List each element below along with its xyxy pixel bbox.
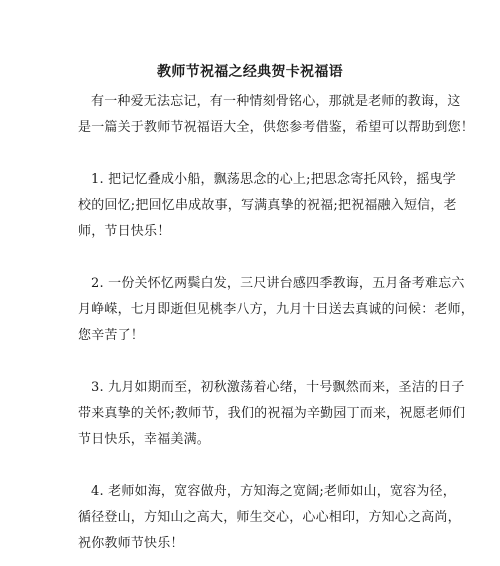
paragraph-4-line-2: 循径登山，方知山之高大，师生交心，心心相印，方知心之高尚， <box>78 510 461 525</box>
paragraph-2-line-3: 您辛苦了！ <box>78 328 145 343</box>
paragraph-3-line-2: 带来真挚的关怀;教师节，我们的祝福为辛勤园丁而来，祝愿老师们 <box>78 406 466 421</box>
paragraph-1-line-2: 校的回忆;把回忆串成故事，写满真挚的祝福;把祝福融入短信，老 <box>78 198 457 213</box>
intro-line-1: 有一种爱无法忘记，有一种情刻骨铭心，那就是老师的教诲，这 <box>91 94 461 109</box>
paragraph-2-line-1: 2. 一份关怀忆两鬓白发，三尺讲台感四季教诲，五月备考难忘六 <box>91 276 465 291</box>
paragraph-1-line-3: 师，节日快乐！ <box>78 224 171 239</box>
intro-line-2: 是一篇关于教师节祝福语大全，供您参考借鉴，希望可以帮助到您！ <box>78 120 475 135</box>
paragraph-4-line-3: 祝你教师节快乐！ <box>78 536 184 551</box>
paragraph-1-line-1: 1. 把记忆叠成小船，飘荡思念的心上;把思念寄托风铃，摇曳学 <box>91 172 456 187</box>
paragraph-2-line-2: 月峥嵘，七月即逝但见桃李八方，九月十日送去真诚的问候：老师， <box>78 302 475 317</box>
paragraph-3-line-1: 3. 九月如期而至，初秋激荡着心绪，十号飘然而来，圣洁的日子 <box>91 380 465 395</box>
paragraph-4-line-1: 4. 老师如海，宽容做舟，方知海之宽阔;老师如山，宽容为径， <box>91 484 456 499</box>
document-title: 教师节祝福之经典贺卡祝福语 <box>157 64 343 80</box>
paragraph-3-line-3: 节日快乐，幸福美满。 <box>78 432 211 447</box>
